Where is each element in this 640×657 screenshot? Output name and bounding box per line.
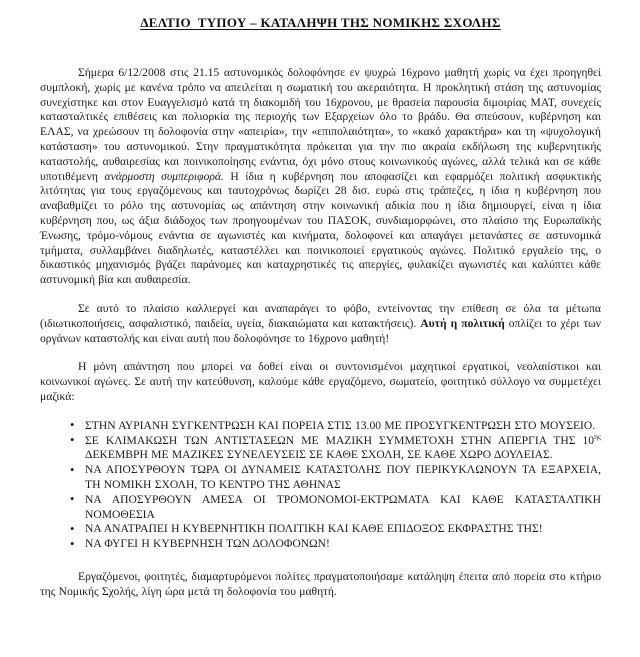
paragraph-intro [40,66,601,288]
paragraph-call-to-action: Η μόνη απάντηση που μπορεί να δοθεί είναι οι συντονισμένοι μαχητικοί εργατικοί, νεολαιίστικοι και κοινωνικοί αγώνες. Σε αυτή την κατεύθυνση, καλούμε κάθε εργαζόμενο, σωματείο, φοιτητικό σύλλογο να συμμετέχει μαζικά: [40,360,601,403]
paragraph-intro-text-before-italic: Σήμερα 6/12/2008 στις 21.15 αστυνομικός δολοφόνησε εν ψυχρώ 16χρονο μαθητή χωρίς να έχει προηγηθεί συμπλοκή, χωρίς με κανένα τρόπο να απειλείται η σωματική του ακεραιότητα. Η προκλητική στάση της αστυνομίας συνεχίστηκε και στον Ευαγγελισμό κατά τη διακομιδή του 16χρονου, με θρασεία παρουσία διμοιρίας ΜΑΤ, συνεχείς κατασταλτικές επιθέσεις και πολιορκία της περιοχής των Εξαρχείων όλο το βράδυ. Θα σπεύσουν, κυβέρνηση και ΕΛΑΣ, να χρεώσουν τη δολοφονία στην «απειρία», την «επιπολαιότητα», το «κακό χαρακτήρα» και τη «ψυχολογική κατάσταση» του αστυνομικού. Στην πραγματικότητα πρόκειται για την πιο ακραία εκδήλωση της κυβερνητικής καταστολής, αυθαιρεσίας και ποινικοποίησης ενάντια, όχι μόνο στους κοινωνικούς αγώνες, αλλά τελικά και σε κάθε υποτιθέμενη [40,66,601,183]
demand-strike-text-before-sup: ΣΕ ΚΛΙΜΑΚΩΣΗ ΤΩΝ ΑΝΤΙΣΤΑΣΕΩΝ ΜΕ ΜΑΖΙΚΗ ΣΥΜΜΕΤΟΧΗ ΣΤΗΝ ΑΠΕΡΓΙΑ ΤΗΣ 10 [85,433,595,447]
paragraph-intro-text-after-italic: Η ίδια η κυβέρνηση που αποφασίζει και εφαρμόζει πολιτική ασφυκτικής λιτότητας για τους εργαζόμενους και ταυτοχρόνως δωρίζει 28 δισ. ευρώ στις τράπεζες, η ίδια η κυβέρνηση που αναβαθμίζει το ρόλο της αστυνομίας ως απάντηση στην κοινωνική αδικία που η ίδια δημιουργεί, είναι η ίδια κυβέρνηση που, ως άξια διάδοχος των προηγουμένων του ΠΑΣΟΚ, συνδιαμορφώνει, στο πλαίσιο της Ευρωπαϊκής Ένωσης, τρόμο-νόμους ενάντια σε αγωνιστές και κινήματα, δολοφονεί και απαγάγει μετανάστες σε αστυνομικά τμήματα, συλλαμβάνει διαδηλωτές, καταστέλλει και ποινικοποιεί εργατικούς αγώνες. Πολιτικό εργαλείο της, ο δικαστικός μηχανισμός βγάζει παράνομες και καταχρηστικές τις απεργίες, φυλακίζει αγωνιστές και καλύπτει κάθε αστυνομική βία και αυθαιρεσία. [40,169,602,287]
demand-strike-text-after-sup: ΔΕΚΕΜΒΡΗ ΜΕ ΜΑΖΙΚΕΣ ΣΥΝΕΛΕΥΣΕΙΣ ΣΕ ΚΑΘΕ ΣΧΟΛΗ, ΣΕ ΚΑΘΕ ΧΩΡΟ ΔΟΥΛΕΙΑΣ. [85,448,553,462]
paragraph-occupation-statement: Εργαζόμενοι, φοιτητές, διαμαρτυρόμενοι πολίτες πραγματοποιήσαμε κατάληψη έπειτα από πορεία στο κτήριο της Νομικής Σχολής, λίγη ώρα μετά τη δολοφονία του μαθητή. [40,569,601,598]
paragraph-fear-text-before-bold: Σε αυτό το πλαίσιο καλλιεργεί και αναπαράγει το φόβο, εντείνοντας την επίθεση σε όλα τα μέτωπα (ιδιωτικοποιήσεις, ασφαλιστικό, παιδεία, υγεία, διακαιώματα και κατακτήσεις). [40,301,601,330]
document-title: ΔΕΛΤΙΟ ΤΥΠΟΥ – ΚΑΤΑΛΗΨΗ ΤΗΣ ΝΟΜΙΚΗΣ ΣΧΟΛΗΣ [140,15,501,30]
paragraph-fear-context [40,302,601,346]
demand-item-strike [68,431,601,464]
demand-item-withdraw-forces: • ΝΑ ΑΠΟΣΥΡΘΟΥΝ ΤΩΡΑ ΟΙ ΔΥΝΑΜΕΙΣ ΚΑΤΑΣΤΟΛΗΣ ΠΟΥ ΠΕΡΙΚΥΚΛΩΝΟΥΝ ΤΑ ΕΞΑΡΧΕΙΑ, ΤΗ ΝΟΜΙΚΗ ΣΧΟΛΗ, ΤΟ ΚΕΝΤΡΟ ΤΗΣ ΑΘΗΝΑΣ [68,463,601,493]
paragraph-fear-text-after-bold: οπλίζει το χέρι των οργάνων καταστολής και είναι αυτή που δολοφόνησε το 16χρονο μαθητή! [40,316,602,345]
demand-item-rally: • ΣΤΗΝ ΑΥΡΙΑΝΗ ΣΥΓΚΕΝΤΡΩΣΗ ΚΑΙ ΠΟΡΕΙΑ ΣΤΙΣ 13.00 ΜΕ ΠΡΟΣΥΓΚΕΝΤΡΩΣΗ ΣΤΟ ΜΟΥΣΕΙΟ. [68,419,601,434]
paragraph-intro-italic-run: ανάρμοστη συμπεριφορά. [104,169,224,183]
demand-item-overturn-policy: • ΝΑ ΑΝΑΤΡΑΠΕΙ Η ΚΥΒΕΡΝΗΤΙΚΗ ΠΟΛΙΤΙΚΗ ΚΑΙ ΚΑΘΕ ΕΠΙΔΟΞΟΣ ΕΚΦΡΑΣΤΗΣ ΤΗΣ! [68,522,601,537]
demands-list [40,419,601,552]
demand-item-government-leave: • ΝΑ ΦΥΓΕΙ Η ΚΥΒΕΡΝΗΣΗ ΤΩΝ ΔΟΛΟΦΟΝΩΝ! [68,537,601,552]
demand-strike-ordinal-superscript: ης [594,431,601,441]
demand-item-withdraw-laws: • ΝΑ ΑΠΟΣΥΡΘΟΥΝ ΑΜΕΣΑ ΟΙ ΤΡΟΜΟΝΟΜΟΙ-ΕΚΤΡΩΜΑΤΑ ΚΑΙ ΚΑΘΕ ΚΑΤΑΣΤΑΛΤΙΚΗ ΝΟΜΟΘΕΣΙΑ [68,493,601,523]
paragraph-fear-bold-run: Αυτή η πολιτική [420,316,505,330]
